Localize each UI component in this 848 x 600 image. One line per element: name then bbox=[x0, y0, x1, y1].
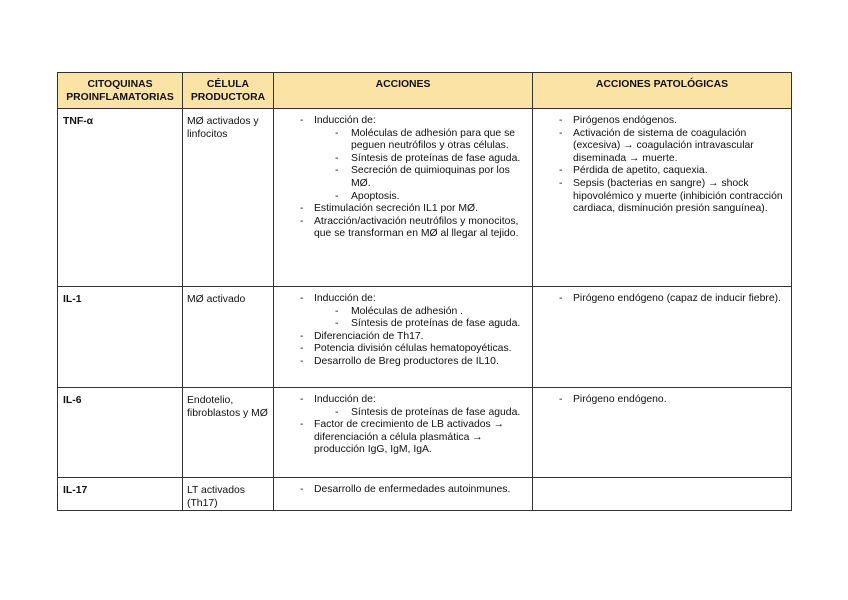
header-actions: ACCIONES bbox=[274, 73, 533, 109]
table-row bbox=[58, 388, 792, 478]
action-item: - Inducción de: bbox=[274, 293, 528, 306]
pathologic-list bbox=[533, 293, 787, 306]
action-item: - Atracción/activación neutrófilos y monocitos, que se transforman en MØ al llegar al tejido. bbox=[274, 216, 528, 241]
pathologic-cell bbox=[533, 478, 792, 511]
pathologic-item: - Sepsis (bacterias en sangre) → shock hipovolémico y muerte (inhibición contracción cardiaca, disminución presión sanguínea). bbox=[533, 178, 787, 216]
cytokine-name: TNF-α bbox=[58, 109, 183, 287]
actions-cell bbox=[274, 478, 533, 511]
action-item: - Inducción de: bbox=[274, 115, 528, 128]
action-subitem: - Síntesis de proteínas de fase aguda. bbox=[274, 318, 528, 331]
pathologic-item: - Pirógeno endógeno (capaz de inducir fiebre). bbox=[533, 293, 787, 306]
action-item: - Desarrollo de Breg productores de IL10. bbox=[274, 356, 528, 369]
actions-list bbox=[274, 293, 528, 369]
header-cytokines: CITOQUINAS PROINFLAMATORIAS bbox=[58, 73, 183, 109]
actions-list bbox=[274, 394, 528, 457]
pathologic-cell bbox=[533, 287, 792, 388]
action-subitem: - Síntesis de proteínas de fase aguda. bbox=[274, 153, 528, 166]
table-row bbox=[58, 109, 792, 287]
pathologic-item: - Activación de sistema de coagulación (excesiva) → coagulación intravascular diseminada → muerte. bbox=[533, 128, 787, 166]
producer-cell: MØ activado bbox=[183, 287, 274, 388]
header-row bbox=[58, 73, 792, 109]
table-row bbox=[58, 478, 792, 511]
action-subitem: - Secreción de quimioquinas por los MØ. bbox=[274, 165, 528, 190]
action-item: - Potencia división células hematopoyéticas. bbox=[274, 343, 528, 356]
action-item: - Inducción de: bbox=[274, 394, 528, 407]
action-item: - Estimulación secreción IL1 por MØ. bbox=[274, 203, 528, 216]
action-item: - Desarrollo de enfermedades autoinmunes. bbox=[274, 484, 528, 497]
action-subitem: - Síntesis de proteínas de fase aguda. bbox=[274, 407, 528, 420]
actions-cell bbox=[274, 109, 533, 287]
action-subitem: - Moléculas de adhesión . bbox=[274, 306, 528, 319]
table-row bbox=[58, 287, 792, 388]
producer-cell: Endotelio, fibroblastos y MØ bbox=[183, 388, 274, 478]
producer-cell: LT activados (Th17) bbox=[183, 478, 274, 511]
actions-cell bbox=[274, 388, 533, 478]
header-producer-cell: CÉLULA PRODUCTORA bbox=[183, 73, 274, 109]
action-item: - Diferenciación de Th17. bbox=[274, 331, 528, 344]
header-pathologic-actions: ACCIONES PATOLÓGICAS bbox=[533, 73, 792, 109]
cytokine-name: IL-6 bbox=[58, 388, 183, 478]
actions-list bbox=[274, 484, 528, 497]
pathologic-cell bbox=[533, 109, 792, 287]
pathologic-item: - Pirógenos endógenos. bbox=[533, 115, 787, 128]
action-subitem: - Moléculas de adhesión para que se peguen neutrófilos y otras células. bbox=[274, 128, 528, 153]
cytokine-table bbox=[57, 72, 792, 511]
producer-cell: MØ activados y linfocitos bbox=[183, 109, 274, 287]
pathologic-list bbox=[533, 394, 787, 407]
pathologic-cell bbox=[533, 388, 792, 478]
actions-cell bbox=[274, 287, 533, 388]
action-item: - Factor de crecimiento de LB activados → diferenciación a célula plasmática → producción IgG, IgM, IgA. bbox=[274, 419, 528, 457]
actions-list bbox=[274, 115, 528, 241]
pathologic-list bbox=[533, 115, 787, 216]
cytokine-name: IL-17 bbox=[58, 478, 183, 511]
pathologic-item: - Pirógeno endógeno. bbox=[533, 394, 787, 407]
pathologic-item: - Pérdida de apetito, caquexia. bbox=[533, 165, 787, 178]
cytokine-name: IL-1 bbox=[58, 287, 183, 388]
action-subitem: - Apoptosis. bbox=[274, 191, 528, 204]
